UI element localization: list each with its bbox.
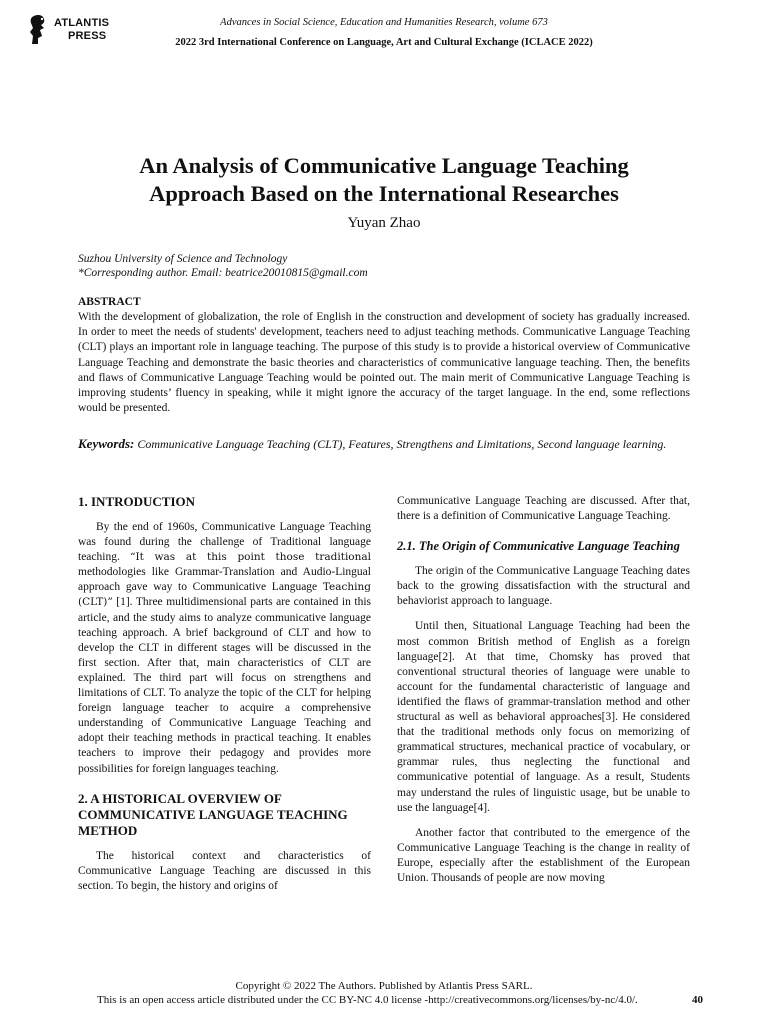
conference-header: 2022 3rd International Conference on Language, Art and Cultural Exchange (ICLACE 2022) [175, 37, 593, 48]
paper-title [60, 152, 708, 208]
footer-copyright: Copyright © 2022 The Authors. Published by Atlantis Press SARL. [235, 980, 533, 992]
abstract-text: With the development of globalization, the role of English in the construction and development of society has gradually increased. In order to meet the needs of students' development, teachers need to adjust teaching methods. Communicative Language Teaching (CLT) plays an important role in language teaching. The purpose of this study is to provide a historical overview of Communicative Language Teaching and demonstrate the basic theories and characteristics of communicative language teaching. Then, the benefits and flaws of Communicative Language Teaching would be pointed out. The main merit of Communicative Language Teaching is improving students’ fluency in speaking, while it might ignore the accuracy of the target language. In the end, some reflections would be presented. [78, 311, 690, 415]
intro-text-b: methodologies like Grammar-Translation and Audio-Lingual approach gave way to Communicative Language [78, 566, 371, 594]
intro-text-c: [1]. Three multidimensional parts are contained in this article, and the study aims to analyze communicative language teaching approach. A brief background of CLT and how to develop the CLT in different stages will be discussed in the first section. After that, main characteristics of CLT are explained. The third part will focus on strengthens and limitations of CLT. To analyze the topic of the CLT for helping foreign language teacher to acquire a comprehensive understanding of Communicative Language Teaching and adopt their teaching methods in practical teaching. It enables teachers to improve their pedagogy and provides more possibilities for foreign languages teaching. [78, 596, 371, 775]
keywords [78, 435, 690, 453]
intro-quote-a: “It was at this point those traditional [130, 551, 371, 564]
page-number: 40 [692, 994, 703, 1006]
section-heading-historical-overview: 2. A HISTORICAL OVERVIEW OF COMMUNICATIVE LANGUAGE TEACHING METHOD [78, 790, 348, 838]
logo-text-press: PRESS [68, 30, 107, 42]
abstract-heading: ABSTRACT [78, 296, 141, 308]
affiliation: Suzhou University of Science and Technology [78, 253, 288, 265]
right-column [397, 494, 690, 886]
logo-text-atlantis: ATLANTIS [54, 17, 110, 29]
footer-license: This is an open access article distributed under the CC BY-NC 4.0 license -http://creativecommons.org/licenses/by-nc/4.0/. [97, 994, 638, 1006]
origin-paragraph-2: Until then, Situational Language Teaching had been the most common British method of English as a foreign language[2]. At that time, Chomsky has proved that conventional structural theories of language were unable to account for the fundamental characteristic of language and identified the flaws of grammar-translation method and other structural as well as behavioral approaches[3]. He considered that the traditional methods only focus on memorizing of grammatical structures, mechanical practice of vocabulary, or grammar rules, thus neglecting the functional and communicative potential of language. As a result, Students may understand the rules of linguistic usage, but be unable to use the language[4]. [397, 620, 690, 814]
journal-header: Advances in Social Science, Education and Humanities Research, volume 673 [220, 17, 548, 28]
author-name: Yuyan Zhao [347, 215, 421, 231]
left-column [78, 494, 371, 894]
intro-paragraph [78, 520, 371, 777]
paper-title-line2: Approach Based on the International Researches [149, 181, 619, 206]
origin-paragraph-1: The origin of the Communicative Language Teaching dates back to the growing dissatisfaction with the structural and behaviorist approach to language. [397, 565, 690, 608]
keywords-label: Keywords: [78, 436, 135, 451]
intro-text-a: By the end of 1960s, Communicative Language Teaching was found during the challenge of Traditional language teaching. [78, 521, 371, 564]
overview-paragraph-continued: Communicative Language Teaching are discussed. After that, there is a definition of Communicative Language Teaching. [397, 495, 690, 523]
keywords-text: Communicative Language Teaching (CLT), Features, Strengthens and Limitations, Second language learning. [137, 437, 667, 451]
overview-paragraph: The historical context and characteristics of Communicative Language Teaching are discussed in this section. To begin, the history and origins of [78, 849, 371, 892]
subsection-heading-origin: 2.1. The Origin of Communicative Language Teaching [397, 539, 680, 554]
affiliation-block [78, 252, 368, 280]
paper-title-line1: An Analysis of Communicative Language Teaching [139, 153, 629, 178]
corresponding-author: *Corresponding author. Email: beatrice20010815@gmail.com [78, 267, 368, 279]
section-heading-introduction: 1. INTRODUCTION [78, 494, 196, 509]
origin-paragraph-3: Another factor that contributed to the emergence of the Communicative Language Teaching is the change in reality of Europe, especially after the establishment of the European Union. Thousands of people are now moving [397, 826, 690, 884]
intro-quote-b: Teaching (CLT)” [78, 581, 371, 609]
